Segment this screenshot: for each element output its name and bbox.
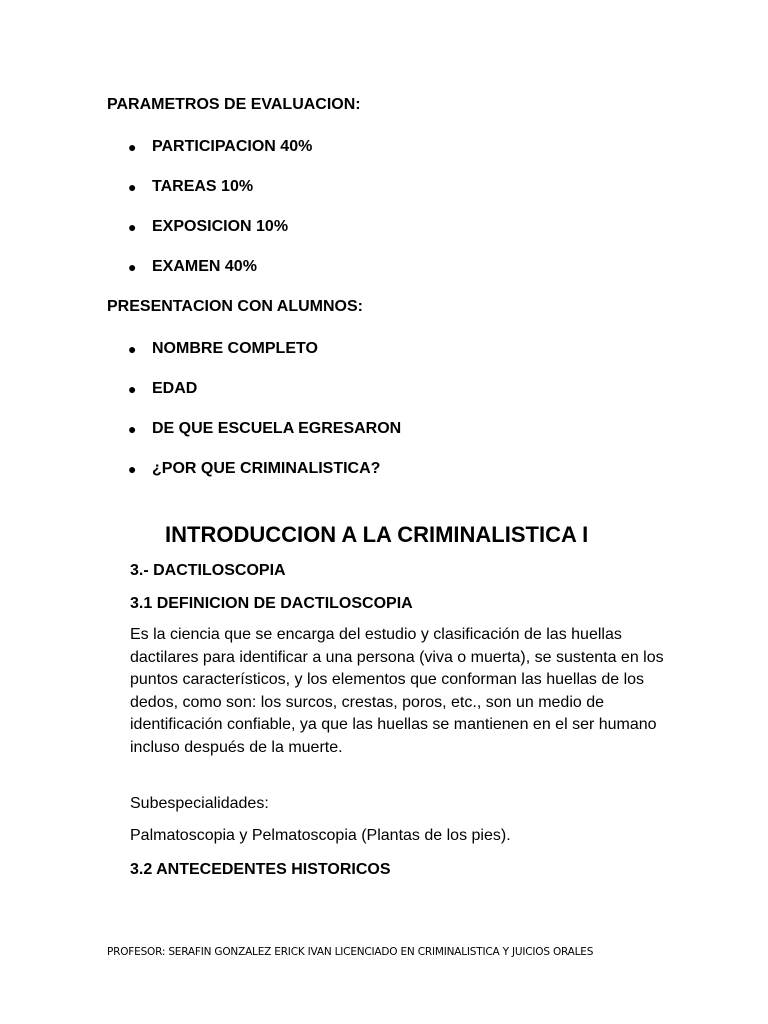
bullet-icon: ● <box>128 219 137 235</box>
section1-body: Es la ciencia que se encarga del estudio y clasificación de las huellas dactilares para identificar a una persona (viva o muerta), se sustenta en los puntos característicos, y los elementos que conforman las huellas de los dedos, como son: los surcos, crestas, poros, etc., son un medio de identificación confiable, ya que las huellas se mantienen en el ser humano incluso después de la muerte. <box>130 626 664 756</box>
presentation-heading: PRESENTACION CON ALUMNOS: <box>107 298 363 315</box>
presentation-item-nombre: NOMBRE COMPLETO <box>152 340 318 357</box>
bullet-icon: ● <box>128 179 137 195</box>
presentation-item-criminalistica: ¿POR QUE CRIMINALISTICA? <box>152 460 381 477</box>
evaluation-item-participacion: PARTICIPACION 40% <box>152 138 313 155</box>
bullet-icon: ● <box>128 341 137 357</box>
page-footer: PROFESOR: SERAFIN GONZALEZ ERICK IVAN LICENCIADO EN CRIMINALISTICA Y JUICIOS ORALES <box>107 946 594 958</box>
subspecialties-label: Subespecialidades: <box>130 795 269 812</box>
presentation-item-escuela: DE QUE ESCUELA EGRESARON <box>152 420 402 437</box>
bullet-icon: ● <box>128 139 137 155</box>
bullet-icon: ● <box>128 381 137 397</box>
evaluation-item-examen: EXAMEN 40% <box>152 258 257 275</box>
course-title: INTRODUCCION A LA CRIMINALISTICA I <box>165 522 589 547</box>
bullet-icon: ● <box>128 461 137 477</box>
bullet-icon: ● <box>128 421 137 437</box>
subspecialties-text: Palmatoscopia y Pelmatoscopia (Plantas de los pies). <box>130 827 511 844</box>
presentation-item-edad: EDAD <box>152 380 198 397</box>
evaluation-item-exposicion: EXPOSICION 10% <box>152 218 289 235</box>
unit-heading: 3.- DACTILOSCOPIA <box>130 562 286 579</box>
bullet-icon: ● <box>128 259 137 275</box>
section2-heading: 3.2 ANTECEDENTES HISTORICOS <box>130 861 391 878</box>
evaluation-item-tareas: TAREAS 10% <box>152 178 254 195</box>
evaluation-heading: PARAMETROS DE EVALUACION: <box>107 96 361 113</box>
section1-heading: 3.1 DEFINICION DE DACTILOSCOPIA <box>130 595 413 612</box>
